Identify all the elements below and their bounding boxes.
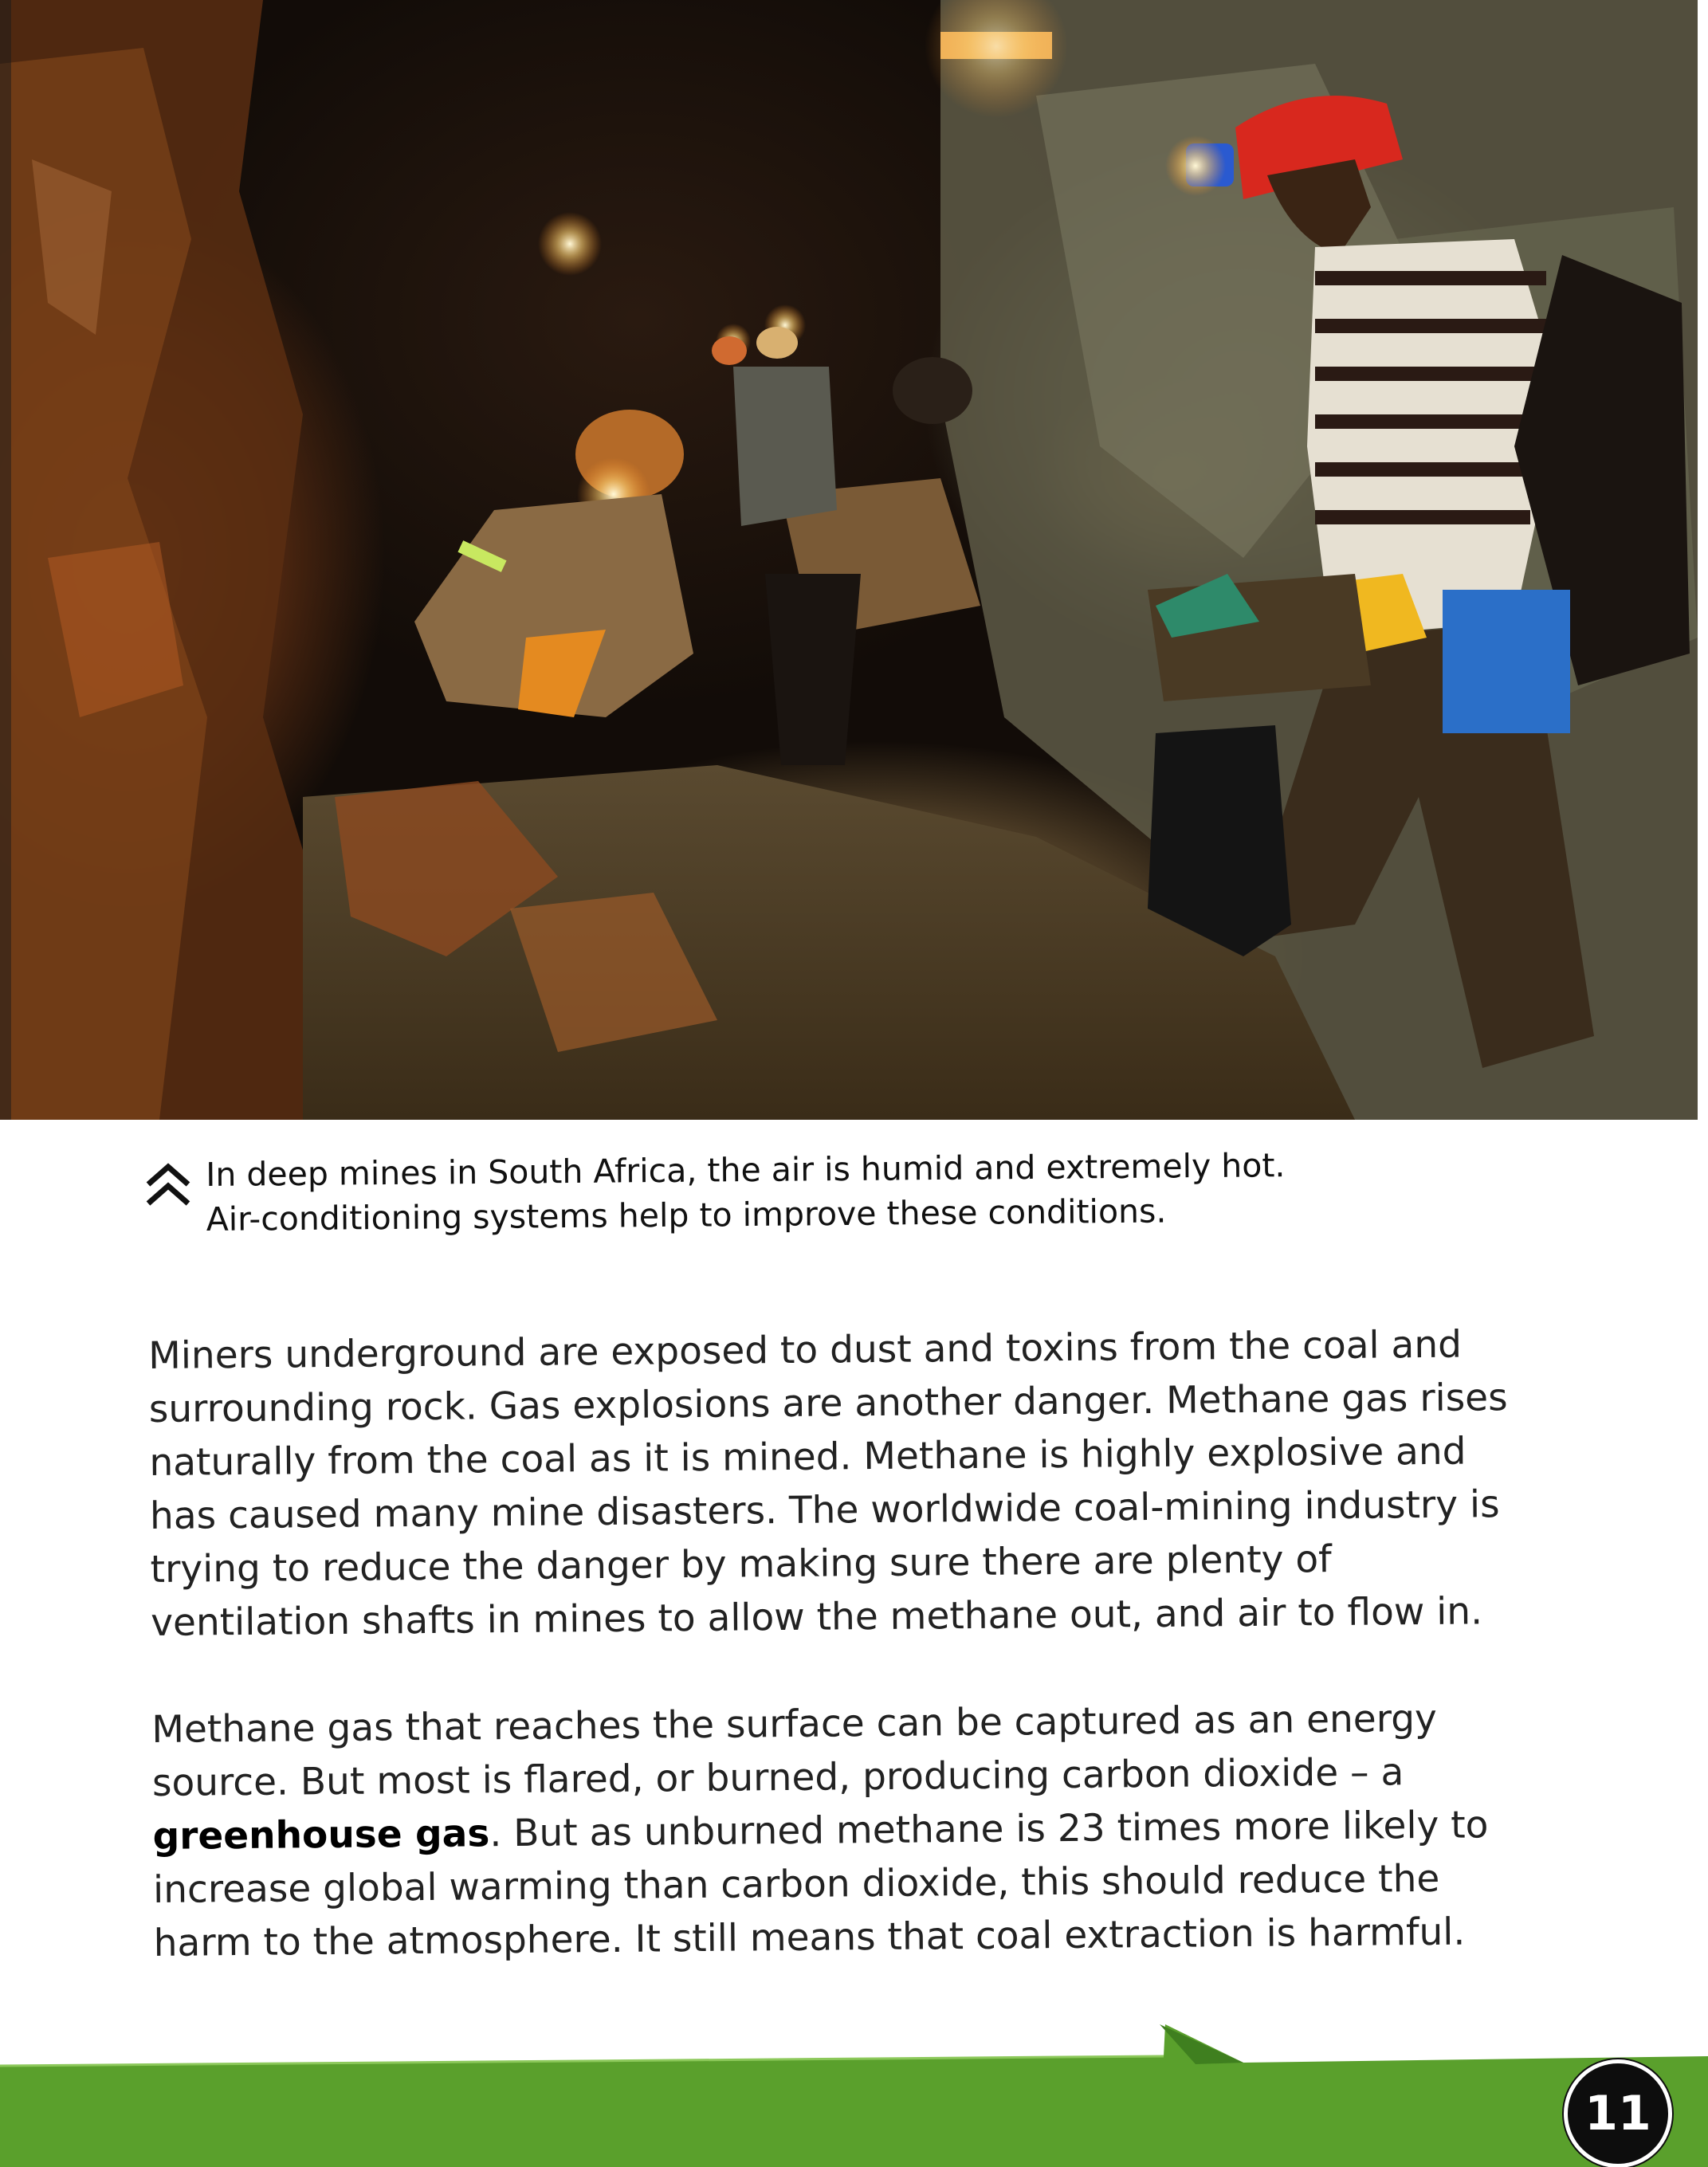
caption-line-1: In deep mines in South Africa, the air is humid and extremely hot. [206, 1146, 1286, 1194]
glossary-term-greenhouse-gas: greenhouse gas [152, 1812, 490, 1859]
photo-caption [206, 1142, 1402, 1242]
body-paragraph-2 [151, 1691, 1525, 1970]
paragraph-2-text-end: . But as unburned methane is 23 times more likely to increase global warming than carbon dioxide, this should reduce the harm to the atmosphere. It still means that coal extraction is harmful. [152, 1803, 1489, 1965]
body-text [148, 1317, 1525, 1970]
body-paragraph-1: Miners underground are exposed to dust and toxins from the coal and surrounding rock. Gas explosions are another danger. Methane gas rises naturally from the coal as it is mined. Methane is highly explosive and has caused many mine disasters. The worldwide coal-mining industry is trying to reduce the danger by making sure there are plenty of ventilation shafts in mines to allow the methane out, and air to flow in. [148, 1322, 1508, 1645]
paragraph-2-text-start: Methane gas that reaches the surface can be captured as an energy source. But most is flared, or burned, producing carbon dioxide – a [151, 1696, 1438, 1805]
page-number-badge: 11 [1564, 2059, 1672, 2167]
double-chevron-up-icon [143, 1160, 193, 1210]
caption-line-2: Air-conditioning systems help to improve these conditions. [206, 1191, 1167, 1239]
footer-band [0, 2024, 1708, 2167]
